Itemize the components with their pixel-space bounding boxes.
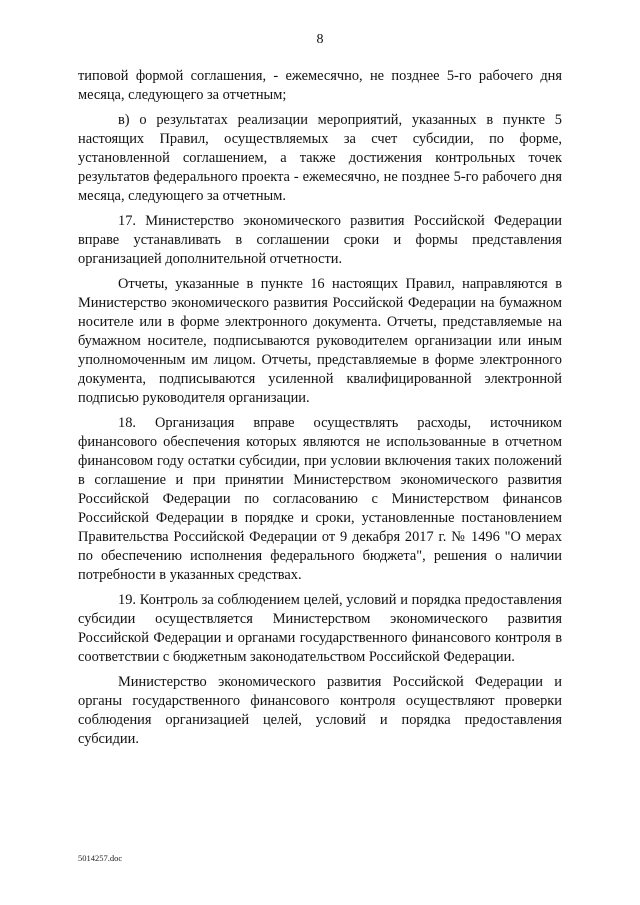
paragraph-19: 19. Контроль за соблюдением целей, условий и порядка предоставления субсидии осуществляется Министерством экономического развития Российской Федерации и органами государственного финансового контроля в соответствии с бюджетным законодательством Российской Федерации.	[78, 592, 562, 665]
paragraph-continuation: типовой формой соглашения, - ежемесячно, не позднее 5-го рабочего дня месяца, следующего за отчетным;	[78, 68, 562, 103]
file-name-footer: 5014257.doc	[78, 853, 123, 863]
paragraph-reports: Отчеты, указанные в пункте 16 настоящих Правил, направляются в Министерство экономического развития Российской Федерации на бумажном носителе или в форме электронного документа. Отчеты, представляемые на бумажном носителе, подписываются руководителем организации или иным уполномоченным им лицом. Отчеты, представляемые в форме электронного документа, подписываются усиленной квалифицированной электронной подписью руководителя организации.	[78, 276, 562, 406]
paragraph-17: 17. Министерство экономического развития Российской Федерации вправе устанавливать в соглашении сроки и формы представления организацией дополнительной отчетности.	[78, 213, 562, 267]
paragraph-inspections: Министерство экономического развития Российской Федерации и органы государственного финансового контроля осуществляют проверки соблюдения организацией целей, условий и порядка предоставления субсидии.	[78, 674, 562, 747]
paragraph-item-v: в) о результатах реализации мероприятий, указанных в пункте 5 настоящих Правил, осуществляемых за счет субсидии, по форме, установленной соглашением, а также достижения контрольных точек результатов федерального проекта - ежемесячно, не позднее 5-го рабочего дня месяца, следующего за отчетным.	[78, 112, 562, 204]
paragraph-18: 18. Организация вправе осуществлять расходы, источником финансового обеспечения которых являются не использованные в отчетном финансовом году остатки субсидии, при условии включения таких положений в соглашение и при принятии Министерством экономического развития Российской Федерации по согласованию с Министерством финансов Российской Федерации в порядке и сроки, установленные постановлением Правительства Российской Федерации от 9 декабря 2017 г. № 1496 "О мерах по обеспечению исполнения федерального бюджета", решения о наличии потребности в указанных средствах.	[78, 415, 562, 583]
document-body	[78, 67, 562, 749]
page-number: 8	[316, 32, 324, 47]
